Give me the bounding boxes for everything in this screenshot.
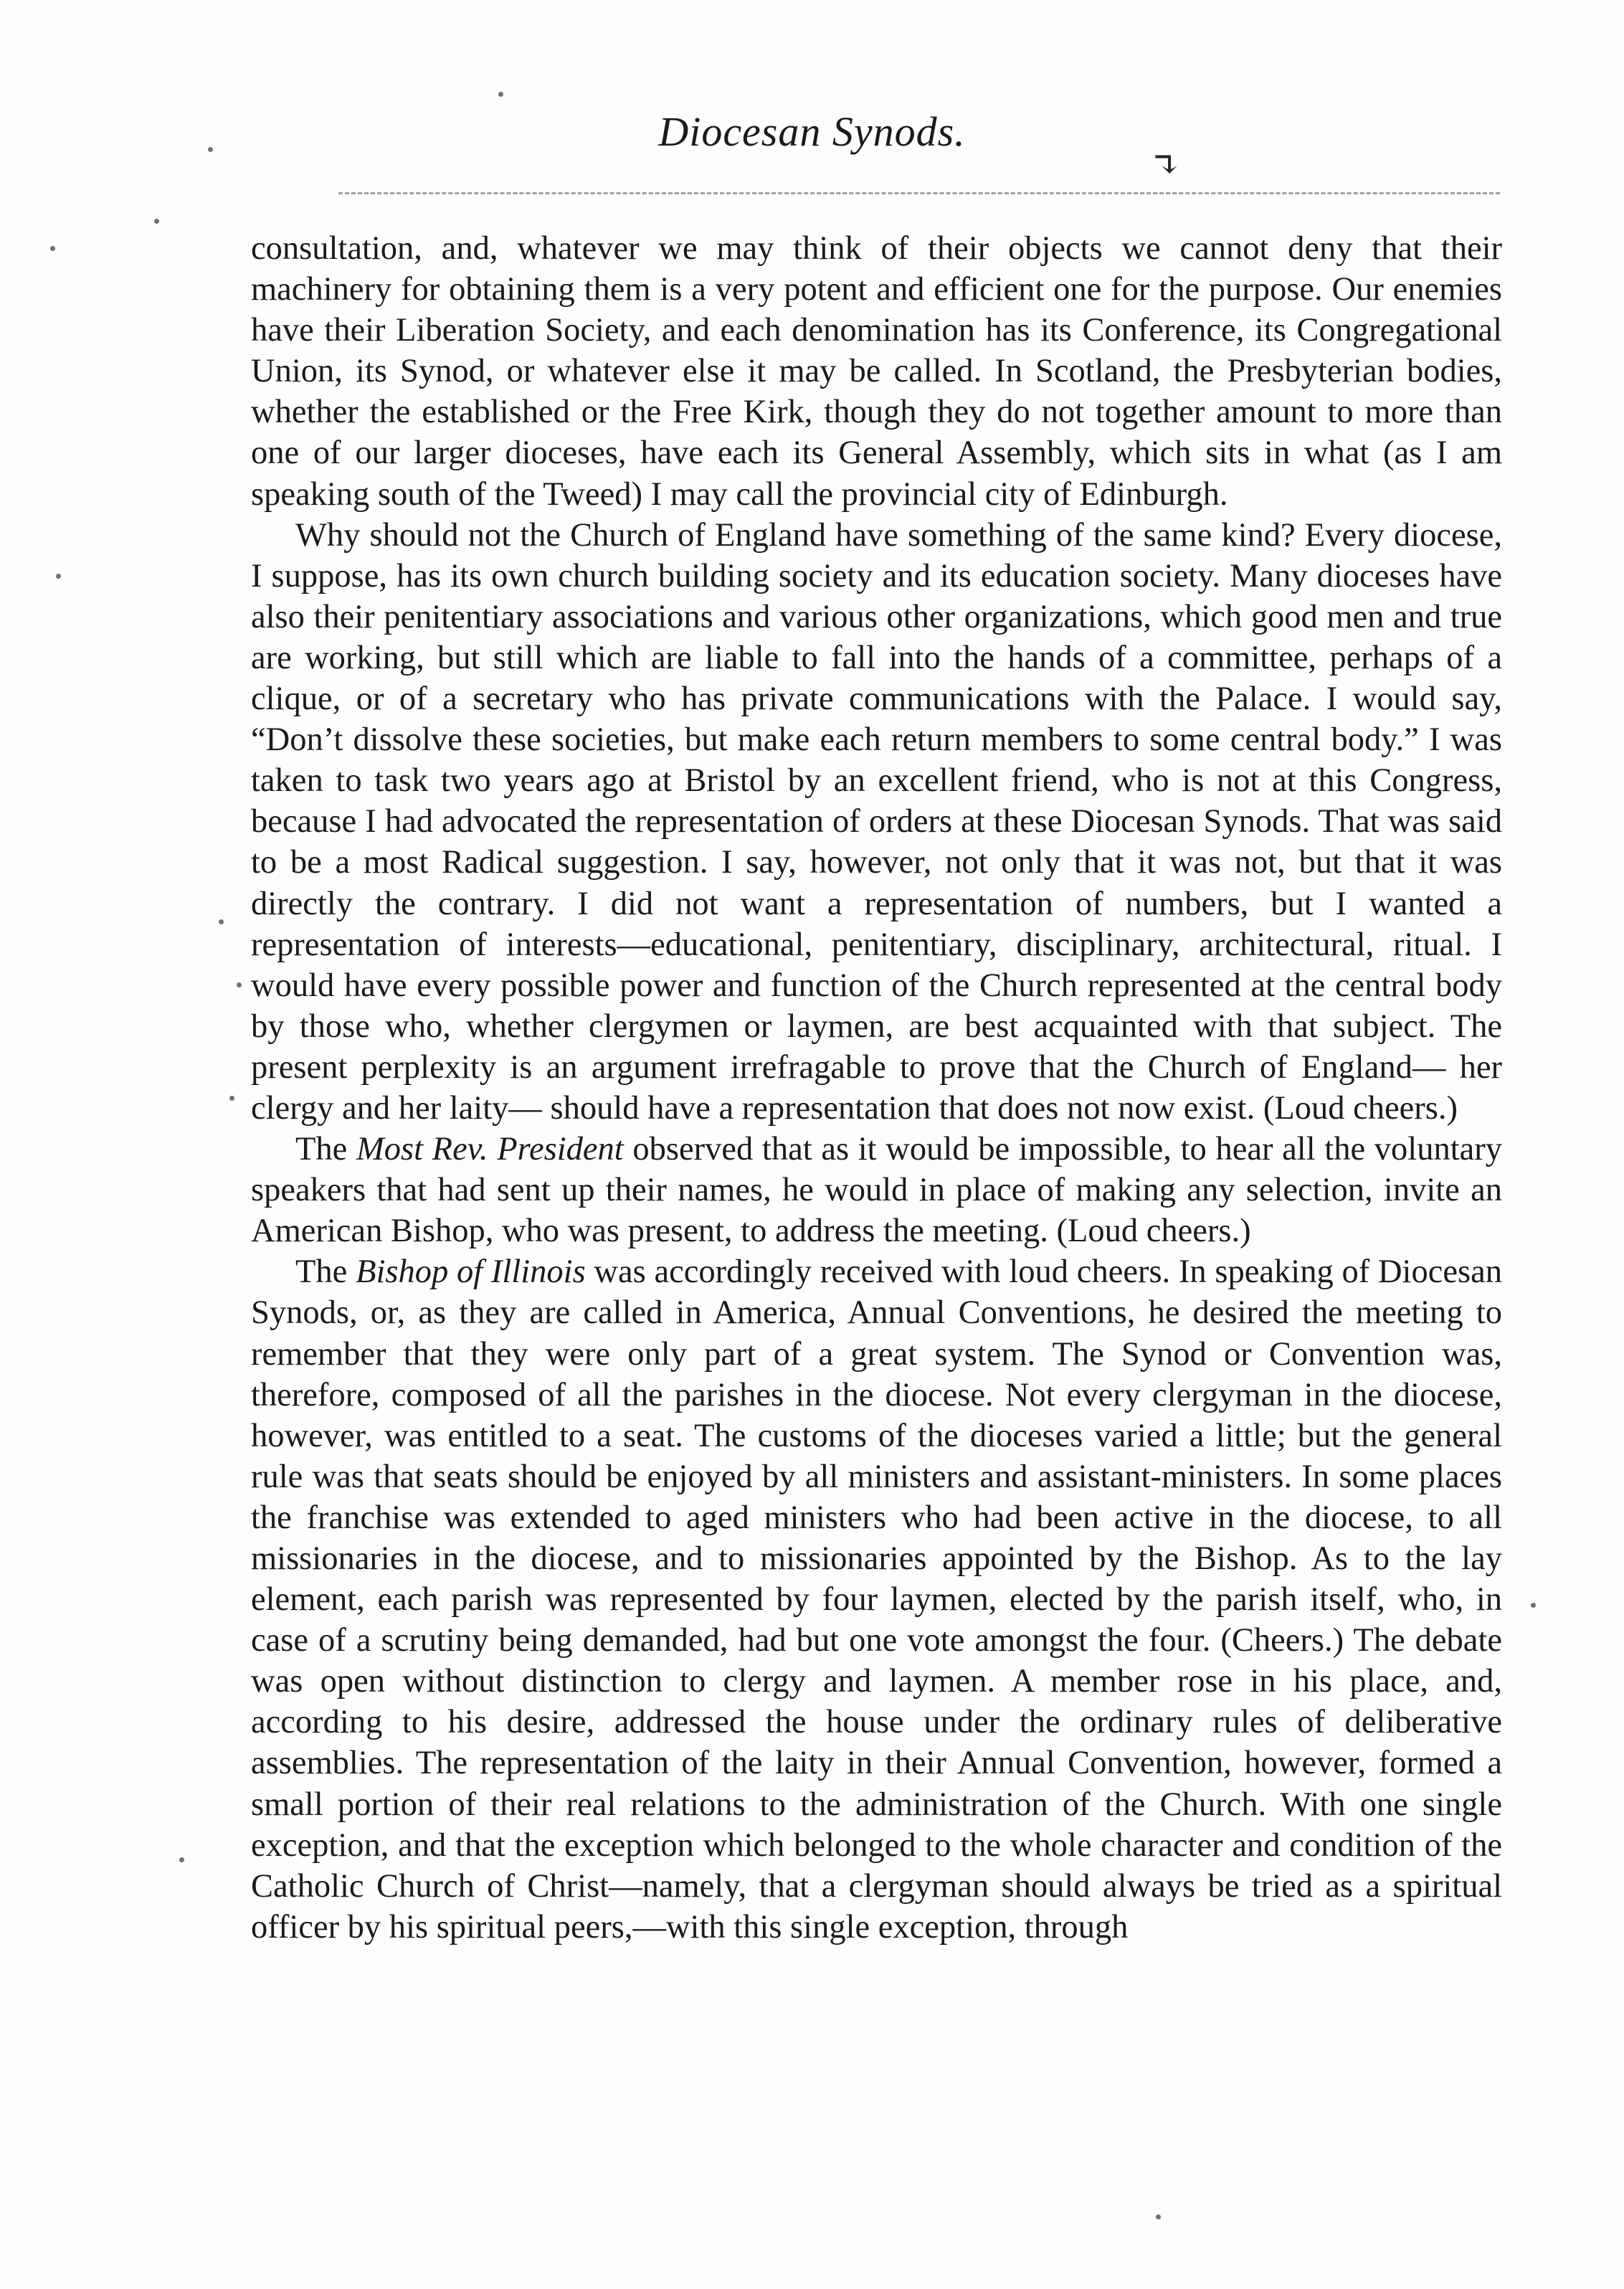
stray-pen-mark: ↴	[1151, 145, 1181, 185]
margin-speck	[56, 574, 61, 579]
paragraph-text: was accordingly received with loud cheers. In speaking of Diocesan Synods, or, as they are called in America, Annual Conventions, he desired the meeting to remember that they were only part of a great system. The Synod or Convention was, therefore, composed of all the parishes in the diocese. Not every clergyman in the diocese, however, was entitled to a seat. The customs of the dioceses varied a little; but the general rule was that seats should be enjoyed by all ministers and assistant-ministers. In some places the franchise was extended to aged ministers who had been active in the diocese, to all missionaries in the diocese, and to missionaries appointed by the Bishop. As to the lay element, each parish was represented by four laymen, elected by the parish itself, who, in case of a scrutiny being demanded, had but one vote amongst the four. (Cheers.) The debate was open without distinction to clergy and laymen. A member rose in his place, and, according to his desire, addressed the house under the ordinary rules of deliberative assemblies. The representation of the laity in their Annual Convention, however, formed a small portion of their real relations to the administration of the Church. With one single exception, and that the exception which belonged to the whole character and condition of the Catholic Church of Christ—namely, that a clergyman should always be tried as a spiritual officer by his spiritual peers,—with this single exception, through	[251, 1254, 1502, 1946]
paragraph-text: The	[295, 1131, 356, 1168]
page-body	[251, 228, 1502, 1948]
paragraph-text: observed that as it would be impossible, to hear all the voluntary speakers that had sent up their names, he would in place of making any selection, invite an American Bishop, who was present, to address the meeting. (Loud cheers.)	[251, 1131, 1503, 1250]
margin-speck	[219, 919, 224, 924]
margin-speck	[179, 1857, 184, 1862]
speaker-name: Most Rev. President	[356, 1131, 624, 1168]
margin-speck	[237, 982, 242, 987]
speaker-name: Bishop of Illinois	[356, 1254, 586, 1291]
margin-speck	[208, 147, 213, 152]
margin-speck	[50, 246, 55, 251]
paragraph-text: Why should not the Church of England have something of the same kind? Every diocese, I suppose, has its own church building society and its education society. Many dioceses have also their penitentiary associations and various other organizations, which good men and true are working, but still which are liable to fall into the hands of a committee, perhaps of a clique, or of a secretary who has private communications with the Palace. I would say, “Don’t dissolve these societies, but make each return members to some central body.” I was taken to task two years ago at Bristol by an excellent friend, who is not at this Congress, because I had advocated the representation of orders at these Diocesan Synods. That was said to be a most Radical suggestion. I say, however, not only that it was not, but that it was directly the contrary. I did not want a representation of numbers, but I wanted a representation of interests—educational, penitentiary, disciplinary, architectural, ritual. I would have every possible power and function of the Church represented at the central body by those who, whether clergymen or laymen, are best acquainted with that subject. The present perplexity is an argument irrefragable to prove that the Church of England— her clergy and her laity— should have a representation that does not now exist. (Loud cheers.)	[251, 516, 1502, 1127]
paragraph-text: consultation, and, whatever we may think of their objects we cannot deny that their machinery for obtaining them is a very potent and efficient one for the purpose. Our enemies have their Liberation Society, and each denomination has its Conference, its Congregational Union, its Synod, or whatever else it may be called. In Scotland, the Presbyterian bodies, whether the established or the Free Kirk, though they do not together amount to more than one of our larger dioceses, have each its General Assembly, which sits in what (as I am speaking south of the Tweed) I may call the provincial city of Edinburgh.	[251, 230, 1502, 513]
margin-speck	[154, 219, 159, 224]
margin-speck	[229, 1096, 234, 1101]
header-rule	[338, 192, 1500, 194]
paragraph	[251, 1129, 1502, 1251]
running-header: Diocesan Synods.	[658, 108, 966, 155]
margin-speck	[1156, 2214, 1161, 2219]
margin-speck	[1531, 1603, 1536, 1608]
paragraph	[251, 228, 1502, 515]
margin-speck	[498, 92, 503, 97]
paragraph-text: The	[295, 1254, 356, 1291]
paragraph	[251, 515, 1502, 1129]
paragraph	[251, 1251, 1502, 1948]
